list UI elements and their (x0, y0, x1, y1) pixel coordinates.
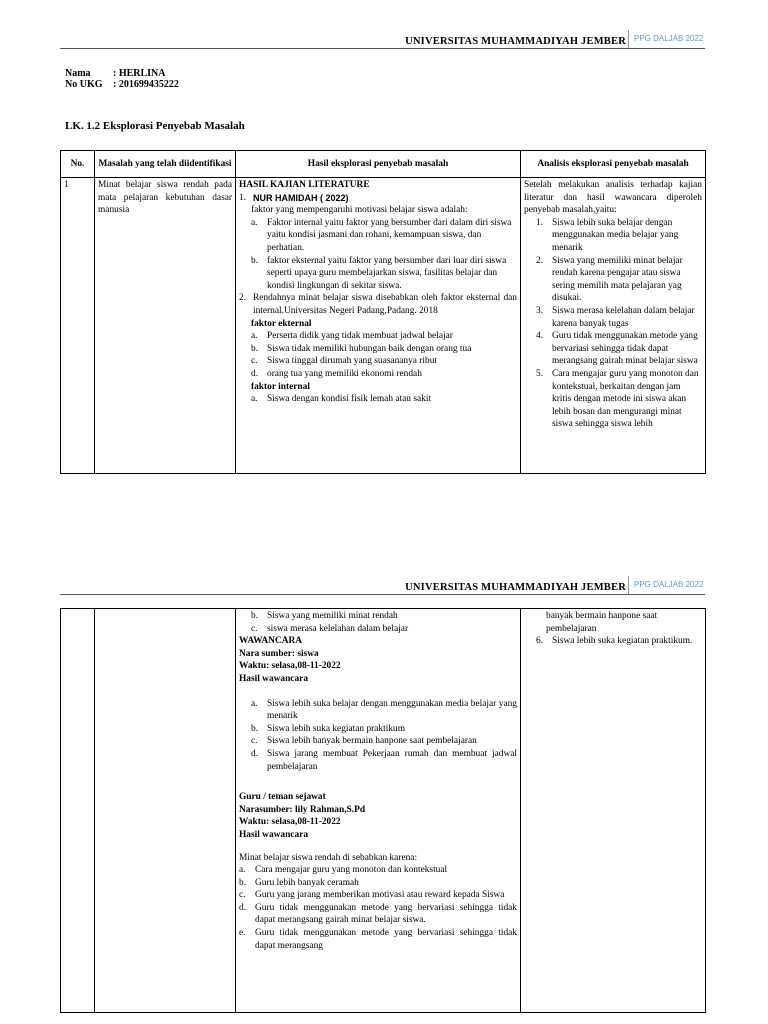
list-marker: 1. (536, 217, 544, 228)
list-item (239, 877, 517, 890)
list-item (251, 623, 517, 636)
page-header (0, 28, 768, 52)
eksternal-list (239, 330, 517, 380)
header-rule (60, 48, 705, 49)
list-item (251, 355, 517, 368)
list-text: Guru tidak menggunakan metode yang bervariasi sehingga tidak dapat merangsang gairah minat belajar siswa (552, 331, 698, 367)
list-marker: a. (251, 217, 258, 228)
student-info (65, 68, 179, 90)
list-item (251, 255, 517, 293)
list-marker: e. (239, 928, 246, 939)
list-marker: b. (251, 611, 259, 621)
row-number (61, 609, 95, 1013)
analisis-intro: Setelah melakukan analisis terhadap kajian literatur dan hasil wawancara diperoleh penyebab masalah,yaitu: (524, 180, 702, 216)
list-text: siswa merasa kelelahan dalam belajar (267, 623, 409, 634)
list-item (536, 330, 702, 368)
list-marker: 3. (536, 305, 544, 316)
guru-waktu: Waktu: selasa,08-11-2022 (239, 817, 341, 828)
list-item (251, 610, 517, 623)
list-item (239, 864, 517, 877)
list-marker: 2. (536, 255, 544, 266)
list-text: Guru tidak menggunakan metode yang bervariasi sehingga tidak dapat merangsang (255, 928, 517, 951)
analisis-cell (521, 178, 706, 474)
list-text: Cara mengajar guru yang monoton dan kontekstual, berkaitan dengan jam kritis dengan metode ini siswa akan lebih bosan dan mengurangi minat siswa sehingga siswa lebih (552, 368, 699, 430)
list-text: Siswa lebih banyak bermain hanpone saat pembelajaran (267, 736, 477, 747)
list-text: Siswa dengan kondisi fisik lemah atau sakit (267, 394, 432, 405)
analisis-cont: banyak bermain hanpone saat pembelajaran (546, 611, 658, 634)
list-text: Siswa merasa kelelahan dalam belajar karena banyak tugas (552, 305, 695, 329)
internal-list-cont (239, 610, 517, 635)
list-text: Siswa jarang membuat Pekerjaan rumah dan membuat jadwal pembelajaran (267, 748, 517, 772)
list-item (536, 635, 702, 648)
list-text: Guru lebih banyak ceramah (255, 877, 359, 888)
analisis-cell (521, 609, 706, 1013)
item1-text: faktor yang mempengaruhi motivasi belajar siswa adalah: (251, 205, 468, 216)
program-label: PPG DALJAB 2022 (634, 580, 704, 589)
list-marker: 5. (536, 368, 544, 379)
list-marker: c. (239, 890, 246, 901)
list-marker: c. (251, 736, 258, 747)
item1-sublist (239, 217, 517, 293)
analisis-list-cont (524, 635, 702, 648)
guru-heading: Guru / teman sejawat (239, 792, 326, 803)
university-name: UNIVERSITAS MUHAMMADIYAH JEMBER (405, 582, 626, 593)
header-no: No. (61, 151, 95, 178)
list-text: Siswa yang memiliki minat rendah (267, 611, 398, 621)
header-divider (628, 30, 629, 48)
guru-hasil-heading: Hasil wawancara (239, 829, 309, 840)
list-marker: a. (239, 865, 246, 876)
list-text: Siswa tinggal dirumah yang suasananya ribut (267, 356, 438, 367)
table-header-row (61, 151, 706, 178)
list-text: faktor eksternal yaitu faktor yang bersumber dari luar diri siswa seperti upaya guru membelajarkan siswa, fasilitas belajar dan kondisi lingkungan di sekitar siswa. (267, 255, 507, 291)
table-page-2 (60, 608, 706, 1013)
list-item (251, 735, 517, 748)
list-item (251, 723, 517, 736)
list-item (239, 902, 517, 927)
list-marker: d. (251, 748, 259, 759)
list-marker: c. (251, 356, 258, 367)
list-marker: a. (251, 331, 258, 342)
internal-list (239, 393, 517, 406)
siswa-narasumber: Nara sumber: siswa (239, 648, 319, 659)
list-marker: b. (251, 255, 259, 266)
list-text: Cara mengajar guru yang monoton dan kontekstual (255, 865, 448, 876)
ukg-value: : 201699435222 (113, 79, 179, 90)
siswa-waktu: Waktu: selasa,08-11-2022 (239, 661, 341, 672)
list-marker: 4. (536, 331, 544, 342)
header-masalah: Masalah yang telah diidentifikasi (95, 151, 236, 178)
list-marker: 6. (536, 636, 544, 647)
kajian-heading: HASIL KAJIAN LITERATURE (239, 180, 370, 190)
list-text: Guru tidak menggunakan metode yang bervariasi sehingga tidak dapat merangsang gairah minat belajar siswa. (255, 902, 517, 926)
list-text: Perserta didik yang tidak membuat jadwal belajar (267, 331, 453, 342)
list-item: 1. NUR HAMIDAH ( 2022) (239, 192, 349, 203)
list-item: 2. Rendahnya minat belajar siswa disebabkan oleh faktor eksternal dan internal.Universitas Negeri Padang,Padang. 2018 (239, 293, 517, 316)
eksternal-heading: faktor ekternal (251, 318, 312, 329)
list-text: orang tua yang memiliki ekonomi rendah (267, 368, 422, 379)
university-name: UNIVERSITAS MUHAMMADIYAH JEMBER (405, 36, 626, 47)
list-item (239, 927, 517, 952)
list-item (251, 368, 517, 381)
list-text: Siswa tidak memiliki hubungan baik dengan orang tua (267, 343, 472, 354)
ukg-label: No UKG (65, 79, 103, 90)
list-item (536, 255, 702, 305)
program-label: PPG DALJAB 2022 (634, 34, 704, 43)
list-item (251, 330, 517, 343)
list-text: Siswa lebih suka belajar dengan menggunakan media belajar yang menarik (552, 217, 679, 253)
list-item (251, 393, 517, 406)
list-item (239, 889, 517, 902)
list-marker: c. (251, 623, 258, 634)
list-text: Siswa yang memiliki minat belajar rendah karena pengajar atau siswa sering memilih mata pelajaran yag disukai. (552, 255, 683, 304)
masalah-cell (95, 609, 236, 1013)
list-item (536, 305, 702, 330)
row-number: 1 (61, 178, 95, 474)
list-marker: b. (239, 877, 247, 888)
guru-list (239, 864, 517, 952)
list-text: Faktor internal yaitu faktor yang bersumber dari dalam diri siswa yaitu kondisi jasmani dan rohani, kemampuan siswa, dan perhatian. (267, 217, 512, 253)
table-row (61, 178, 706, 474)
internal-heading: faktor internal (251, 381, 310, 392)
list-text: Guru yang jarang memberikan motivasi atau reward kepada Siswa (255, 890, 505, 901)
page-title: LK. 1.2 Eksplorasi Penyebab Masalah (65, 120, 245, 132)
header-divider (628, 576, 629, 594)
page-header (0, 574, 768, 598)
list-text: Siswa lebih suka kegiatan praktikum (267, 723, 405, 734)
header-analisis: Analisis eksplorasi penyebab masalah (521, 151, 706, 178)
siswa-hasil-heading: Hasil wawancara (239, 673, 309, 684)
wawancara-heading: WAWANCARA (239, 636, 303, 647)
table-row (61, 609, 706, 1013)
list-text: Siswa lebih suka belajar dengan menggunakan media belajar yang menarik (267, 698, 517, 722)
list-marker: a. (251, 394, 258, 405)
list-marker: b. (251, 343, 259, 354)
guru-narasumber: Narasumber: lily Rahman,S.Pd (239, 804, 366, 815)
siswa-list (239, 698, 517, 774)
list-item (251, 698, 517, 723)
list-item (536, 217, 702, 255)
list-marker: b. (251, 723, 259, 734)
analisis-list (524, 217, 702, 431)
list-item (251, 748, 517, 773)
hasil-cell (236, 609, 521, 1013)
name-label: Nama (65, 68, 91, 79)
list-text: Siswa lebih suka kegiatan praktikum. (552, 636, 693, 647)
header-rule (60, 594, 705, 595)
table-page-1 (60, 150, 706, 474)
list-item (251, 217, 517, 255)
name-value: : HERLINA (113, 68, 166, 79)
guru-intro: Minat belajar siswa rendah di sebabkan karena: (239, 852, 418, 863)
masalah-cell: Minat belajar siswa rendah pada mata pelajaran kebutuhan dasar manusia (95, 178, 236, 474)
list-marker: d. (239, 902, 247, 913)
hasil-cell (236, 178, 521, 474)
list-marker: d. (251, 368, 259, 379)
header-hasil: Hasil eksplorasi penyebab masalah (236, 151, 521, 178)
list-item (536, 368, 702, 431)
list-marker: a. (251, 698, 258, 709)
list-item (251, 343, 517, 356)
